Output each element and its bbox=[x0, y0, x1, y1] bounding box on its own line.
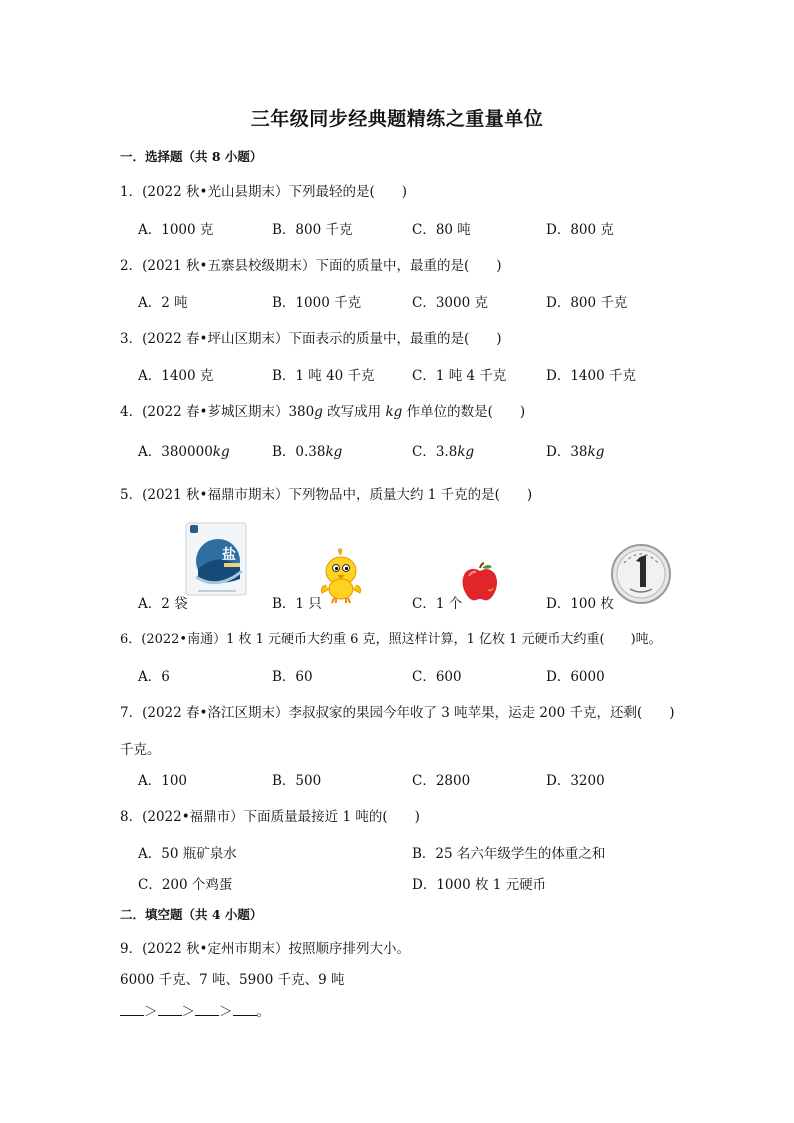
option-a: A．380000kg bbox=[138, 444, 230, 460]
option-d: D．100 枚 bbox=[546, 596, 614, 612]
option-b: B．25 名六年级学生的体重之和 bbox=[412, 846, 606, 862]
question-9-answer-line: ＞ ＞ ＞ 。 bbox=[120, 1000, 270, 1020]
option-b: B．0.38kg bbox=[272, 444, 343, 460]
option-c: C．3.8kg bbox=[412, 444, 475, 460]
question-2-stem: 2．(2021 秋•五寨县校级期末）下面的质量中，最重的是( ) bbox=[120, 258, 502, 274]
option-c: C．200 个鸡蛋 bbox=[138, 877, 233, 893]
option-d: D．800 千克 bbox=[546, 295, 628, 311]
section-heading-fill: 二．填空题（共 4 小题） bbox=[120, 907, 263, 922]
option-b: B．1000 千克 bbox=[272, 295, 362, 311]
page-title: 三年级同步经典题精练之重量单位 bbox=[250, 108, 544, 130]
option-c: C．1 个 bbox=[412, 596, 463, 612]
question-8-options-row1 bbox=[138, 842, 738, 862]
question-8-stem: 8．(2022•福鼎市）下面质量最接近 1 吨的( ) bbox=[120, 809, 420, 825]
stem-text: 改写成用 bbox=[322, 404, 386, 420]
question-3-stem: 3．(2022 春•坪山区期末）下面表示的质量中，最重的是( ) bbox=[120, 331, 502, 347]
answer-blank[interactable] bbox=[233, 1003, 257, 1016]
option-c: C．3000 克 bbox=[412, 295, 488, 311]
option-a: A．1000 克 bbox=[138, 222, 214, 238]
question-5-options bbox=[138, 592, 738, 612]
stem-text: 作单位的数是( ) bbox=[402, 404, 526, 420]
option-d: D．1000 枚 1 元硬币 bbox=[412, 877, 547, 893]
option-c: C．1 吨 4 千克 bbox=[412, 368, 507, 384]
option-a: A．100 bbox=[138, 773, 188, 789]
answer-blank[interactable] bbox=[195, 1003, 219, 1016]
stem-text: 4．(2022 春•芗城区期末）380 bbox=[120, 404, 315, 420]
option-a: A．1400 克 bbox=[138, 368, 214, 384]
option-d: D．800 克 bbox=[546, 222, 614, 238]
question-2-options bbox=[138, 291, 738, 311]
question-3-options bbox=[138, 364, 738, 384]
question-7-stem-cont: 千克。 bbox=[120, 742, 161, 758]
salt-label: 盐 bbox=[222, 547, 236, 563]
question-7-stem: 7．(2022 春•洛江区期末）李叔叔家的果园今年收了 3 吨苹果，运走 200 千克，还剩( ) bbox=[120, 705, 675, 721]
option-b: B．500 bbox=[272, 773, 322, 789]
option-c: C．600 bbox=[412, 669, 462, 685]
option-b: B．1 只 bbox=[272, 596, 322, 612]
option-a: A．6 bbox=[138, 669, 170, 685]
unit-g: g bbox=[314, 404, 323, 420]
question-9-stem: 9．(2022 秋•定州市期末）按照顺序排列大小。 bbox=[120, 941, 410, 957]
question-1-stem: 1．(2022 秋•光山县期末）下列最轻的是( ) bbox=[120, 184, 407, 200]
option-a: A．50 瓶矿泉水 bbox=[138, 846, 237, 862]
question-8-options-row2 bbox=[138, 873, 738, 893]
question-6-stem: 6．(2022•南通）1 枚 1 元硬币大约重 6 克，照这样计算，1 亿枚 1 元硬币大约重( )吨。 bbox=[120, 632, 662, 647]
option-b: B．60 bbox=[272, 669, 313, 685]
option-c: C．80 吨 bbox=[412, 222, 471, 238]
salt-bag-icon bbox=[184, 521, 248, 597]
option-d: D．6000 bbox=[546, 669, 605, 685]
question-4-stem bbox=[120, 400, 525, 420]
question-5-stem: 5．(2021 秋•福鼎市期末）下列物品中，质量大约 1 千克的是( ) bbox=[120, 487, 533, 503]
option-b: B．1 吨 40 千克 bbox=[272, 368, 375, 384]
question-7-options bbox=[138, 769, 738, 789]
question-6-options bbox=[138, 665, 738, 685]
unit-kg: kg bbox=[385, 404, 403, 420]
question-4-options bbox=[138, 440, 738, 460]
section-heading-choice: 一．选择题（共 8 小题） bbox=[120, 149, 263, 164]
option-c: C．2800 bbox=[412, 773, 471, 789]
option-d: D．3200 bbox=[546, 773, 605, 789]
question-9-values: 6000 千克、7 吨、5900 千克、9 吨 bbox=[120, 972, 345, 988]
option-a: A．2 袋 bbox=[138, 596, 188, 612]
option-d: D．38kg bbox=[546, 444, 605, 460]
option-d: D．1400 千克 bbox=[546, 368, 636, 384]
option-b: B．800 千克 bbox=[272, 222, 353, 238]
question-1-options bbox=[138, 218, 738, 238]
answer-blank[interactable] bbox=[158, 1003, 182, 1016]
option-a: A．2 吨 bbox=[138, 295, 188, 311]
answer-blank[interactable] bbox=[120, 1003, 144, 1016]
